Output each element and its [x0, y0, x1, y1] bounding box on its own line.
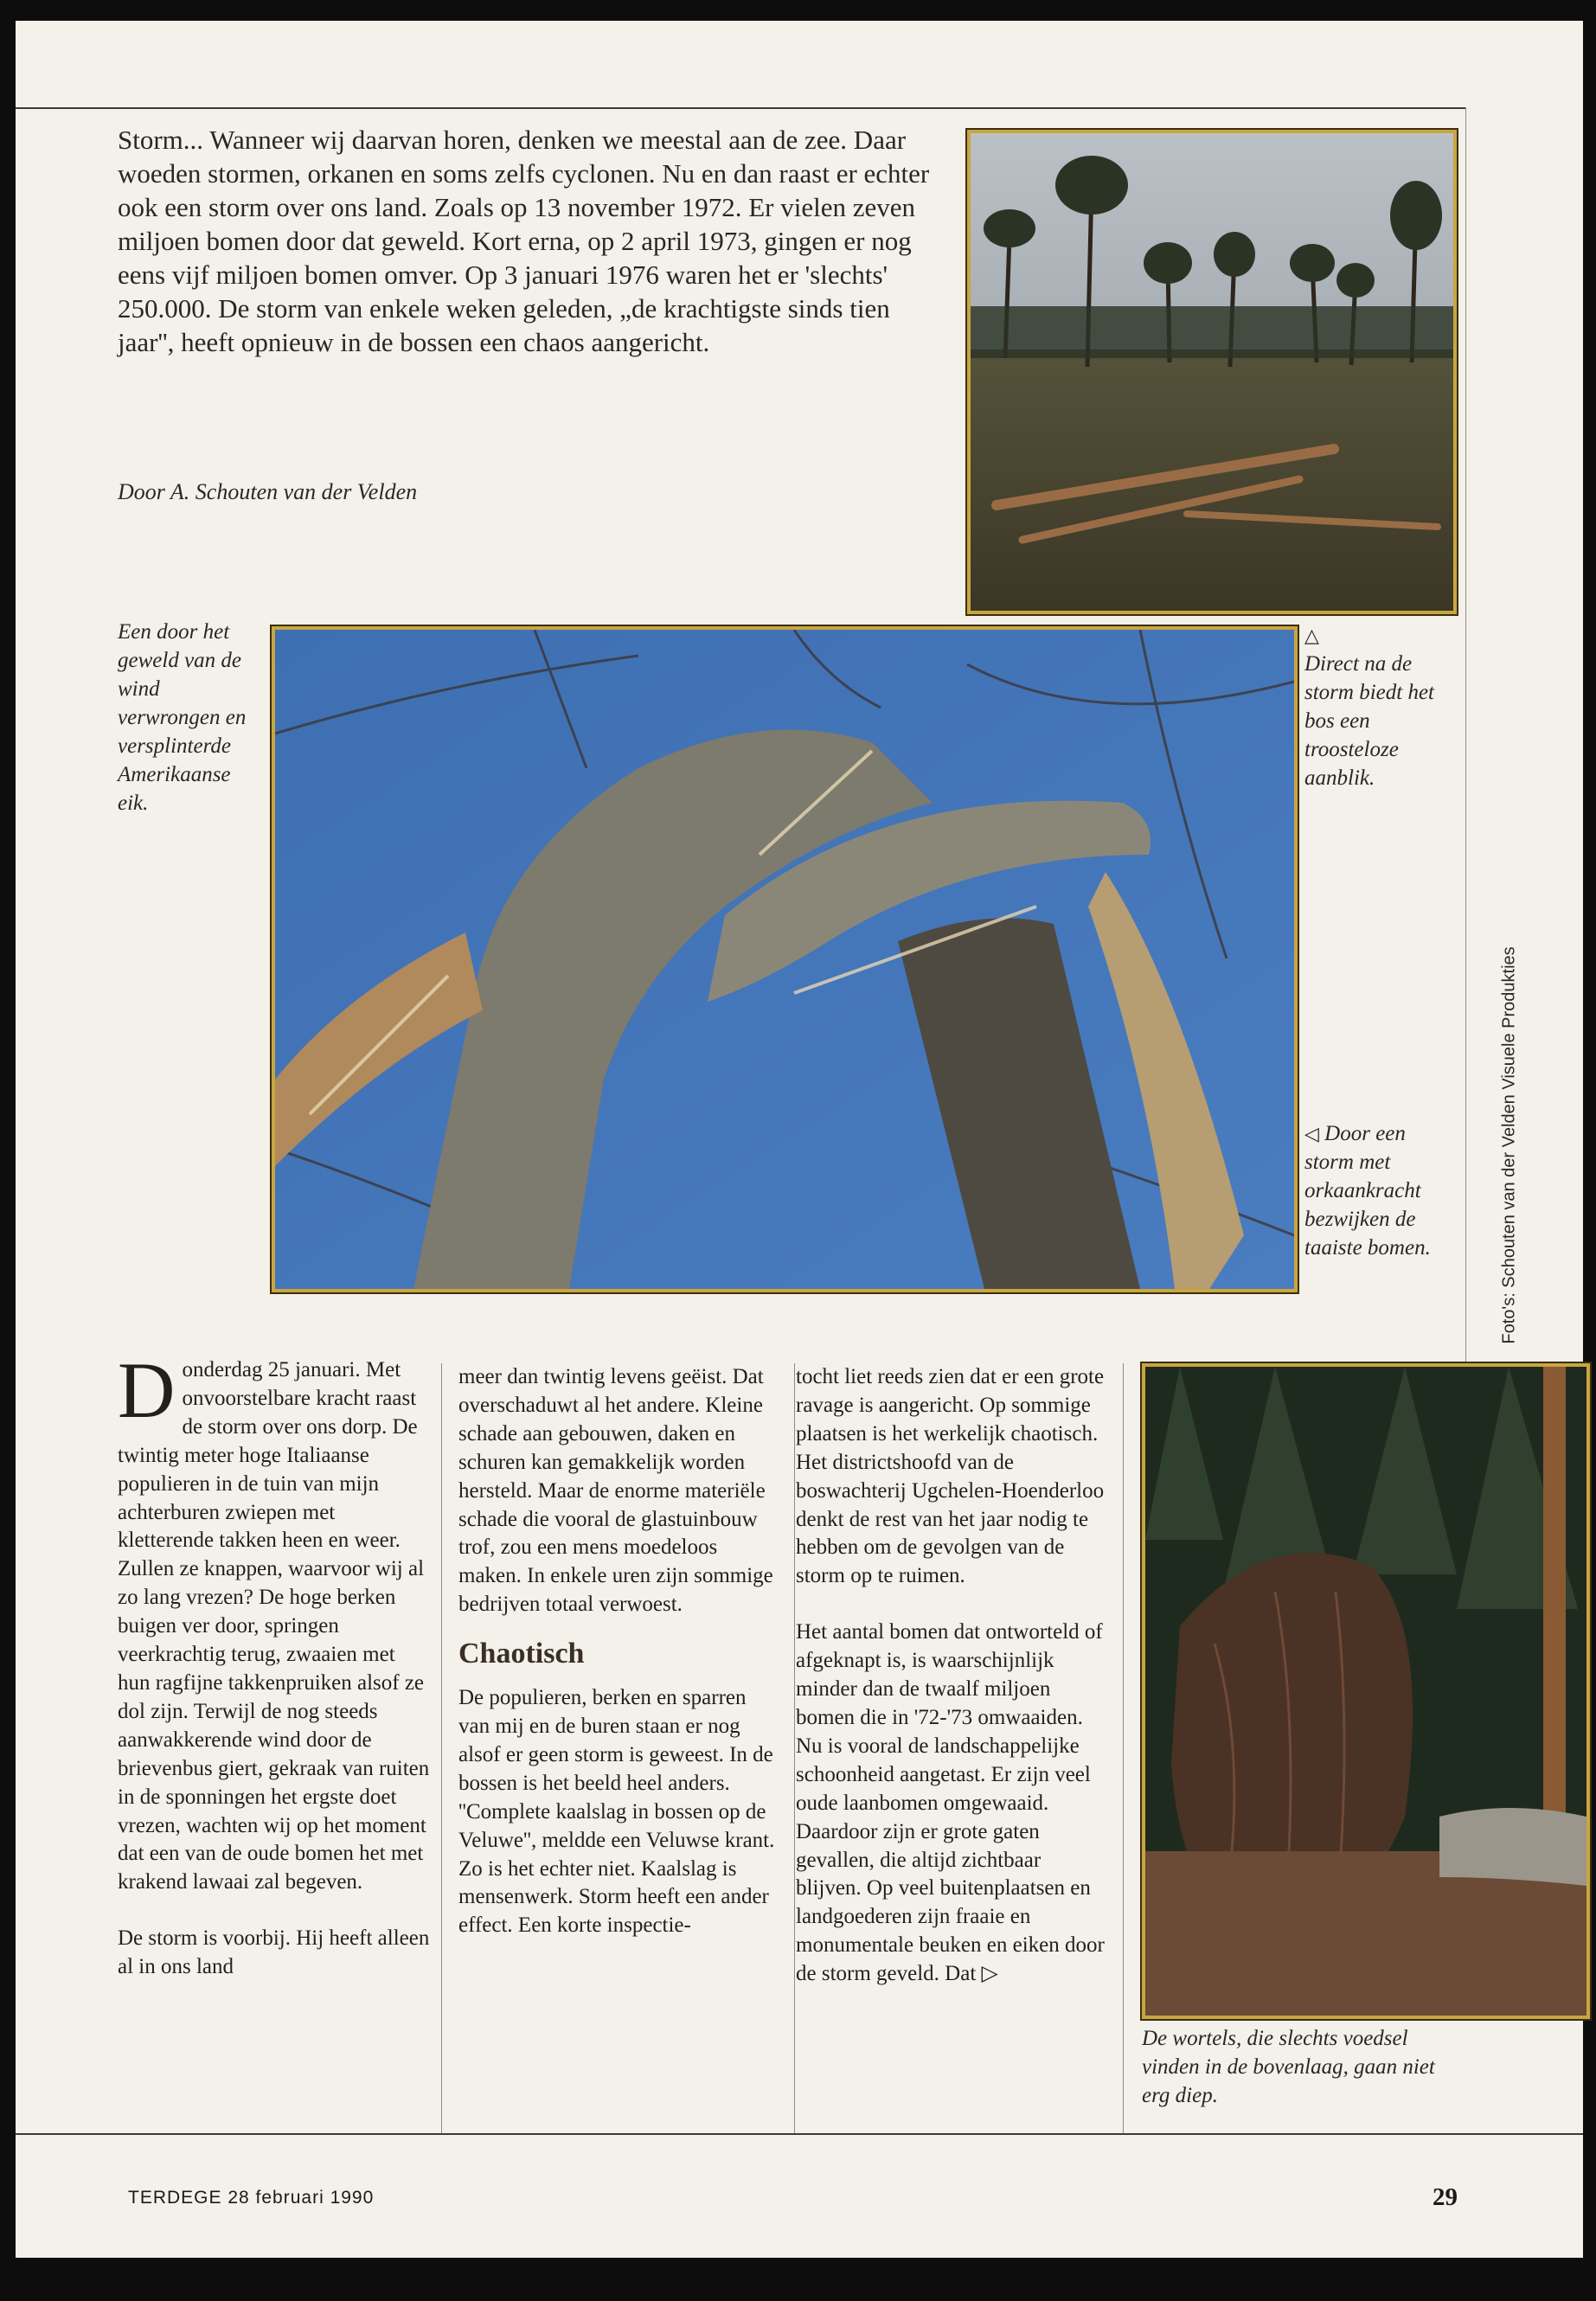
- publication-footer: TERDEGE 28 februari 1990: [128, 2188, 375, 2208]
- photo-credit: [1497, 903, 1522, 1388]
- continue-arrow-icon: ▷: [981, 1962, 998, 1986]
- caption-trees: [1304, 1119, 1443, 1262]
- caption-forest-text: Direct na de storm biedt het bos een troosteloze aanblik.: [1304, 652, 1434, 790]
- bottom-rule: [16, 2133, 1583, 2135]
- up-triangle-icon: △: [1304, 625, 1319, 646]
- column-separator-1: [441, 1363, 442, 2133]
- byline: Door A. Schouten van der Velden: [118, 479, 418, 504]
- column-separator-2: [794, 1363, 795, 2133]
- top-rule: [16, 107, 1465, 109]
- column-1: [118, 1346, 431, 1982]
- col2-paragraph-2: De populieren, berken en sparren van mij en de buren staan er nog alsof er geen storm is geweest. In de bossen is het beeld heel anders. ''Complete kaalslag in bossen op de Veluwe'', meldde een Veluwse krant. Zo is het echter niet. Kaalslag is mensenwerk. Storm heeft een ander effect. Een korte inspectie-: [458, 1686, 775, 1938]
- right-frame-rule: [1465, 107, 1466, 1388]
- col3-paragraph-2-text: Het aantal bomen dat ontworteld of afgeknapt is, is waarschijnlijk minder dan de twaalf miljoen bomen die in '72-'73 omwaaiden. Nu is vooral de landschappelijke schoonheid aangetast. Er zijn veel oude laanbomen omgewaaid. Daardoor zijn er grote gaten gevallen, die altijd zichtbaar blijven. Op veel buitenplaatsen en landgoederen zijn fraaie en monumentale beuken en eiken door de storm geveld. Dat: [796, 1620, 1105, 1986]
- col3-paragraph-1: tocht liet reeds zien dat er een grote ravage is aangericht. Op sommige plaatsen is het werkelijk chaotisch. Het districtshoofd van de boswachterij Ugchelen-Hoenderloo denkt de rest van het jaar nodig te hebben om de gevolgen van de storm op te ruimen.: [796, 1365, 1105, 1588]
- col1-paragraph-1: [118, 1346, 431, 1897]
- caption-roots: De wortels, die slechts voedsel vinden in de bovenlaag, gaan niet erg diep.: [1142, 2027, 1435, 2107]
- col2-paragraph-1: meer dan twintig levens geëist. Dat overschaduwt al het andere. Kleine schade aan gebouwen, daken en schuren kan gemakkelijk worden hersteld. Maar de enorme materiële schade die vooral de glastuinbouw trof, zou een mens moedeloos maken. In enkele uren zijn sommige bedrijven totaal verwoest.: [458, 1365, 773, 1617]
- oak-photo: [272, 626, 1298, 1292]
- caption-trees-text: Door een storm met orkaankracht bezwijken de taaiste bomen.: [1304, 1122, 1431, 1259]
- col1-paragraph-2: De storm is voorbij. Hij heeft alleen al in ons land: [118, 1926, 430, 1979]
- page-number: 29: [1433, 2183, 1458, 2211]
- col3-paragraph-2: [796, 1618, 1112, 1989]
- col1-paragraph-1-text: onderdag 25 januari. Met onvoorstelbare kracht raast de storm over ons dorp. De twintig meter hoge Italiaanse populieren in de tuin van mijn achterburen zwiepen met kletterende takken heen en weer. Zullen ze knappen, waarvoor wij al zo lang vrezen? De hoge berken buigen ver door, springen veerkrachtig terug, zwaaien met hun ragfijne takkenpruiken alsof ze dol zijn. Terwijl de nog steeds aanwakkerende wind door de brievenbus giert, gekraak van ruiten in de sponningen het ergste doet vrezen, wachten wij op het moment dat een van de oude bomen het met krakend lawaai zal begeven.: [118, 1358, 430, 1894]
- column-separator-3: [1123, 1363, 1124, 2133]
- forest-photo: [967, 130, 1457, 614]
- caption-forest: [1304, 621, 1452, 792]
- caption-oak: Een door het geweld van de wind verwrongen en versplinterde Amerikaanse eik.: [118, 620, 247, 815]
- drop-cap: D: [118, 1346, 176, 1434]
- roots-photo: [1142, 1363, 1590, 2019]
- intro-paragraph: Storm... Wanneer wij daarvan horen, denken we meestal aan de zee. Daar woeden stormen, orkanen en soms zelfs cyclonen. Nu en dan raast er echter ook een storm over ons land. Zoals op 13 november 1972. Er vielen zeven miljoen bomen door dat geweld. Kort erna, op 2 april 1973, gingen er nog eens vijf miljoen bomen omver. Op 3 januari 1976 waren het er 'slechts' 250.000. De storm van enkele weken geleden, „de krachtigste sinds tien jaar'', heeft opnieuw in de bossen een chaos aangericht.: [118, 125, 930, 357]
- column-2: [458, 1363, 779, 1940]
- left-triangle-icon: ◁: [1304, 1123, 1319, 1144]
- column-3: [796, 1363, 1112, 1989]
- photo-credit-text: Foto's: Schouten van der Velden Visuele Produkties: [1499, 946, 1519, 1344]
- magazine-page: [16, 21, 1583, 2258]
- subhead-chaotisch: Chaotisch: [458, 1638, 585, 1670]
